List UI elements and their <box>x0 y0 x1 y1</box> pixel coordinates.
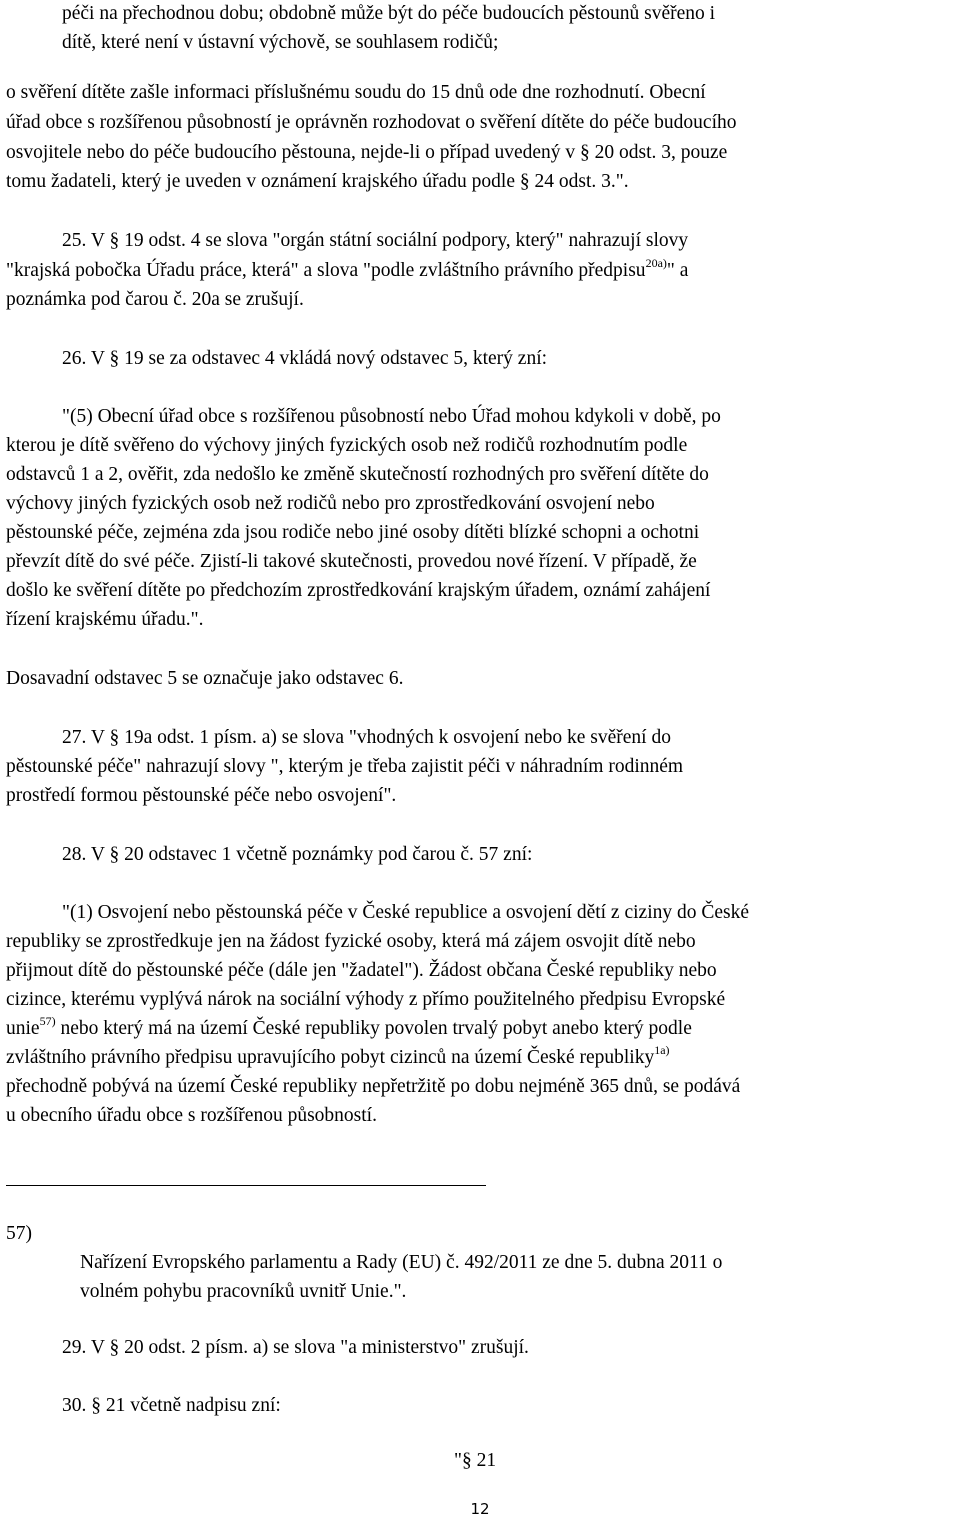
text-line: Dosavadní odstavec 5 se označuje jako odstavec 6. <box>6 668 404 689</box>
page-number: 12 <box>470 1500 490 1518</box>
text-segment: nebo který má na území České republiky povolen trvalý pobyt anebo který podle <box>55 1018 692 1039</box>
text-line: republiky se zprostředkuje jen na žádost fyzické osoby, která má zájem osvojit dítě nebo <box>6 931 696 952</box>
text-line: řízení krajskému úřadu.". <box>6 609 204 630</box>
text-segment: "krajská pobočka Úřadu práce, která" a slova "podle zvláštního právního předpisu <box>6 260 646 281</box>
text-line: přijmout dítě do pěstounské péče (dále jen "žadatel"). Žádost občana České republiky nebo <box>6 960 717 981</box>
text-line: tomu žadateli, který je uveden v oznámení krajského úřadu podle § 24 odst. 3.". <box>6 171 629 192</box>
text-line: péči na přechodnou dobu; obdobně může být do péče budoucích pěstounů svěřeno i <box>62 3 716 24</box>
text-segment: " a <box>666 260 689 281</box>
text-line: osvojitele nebo do péče budoucího pěstouna, nejde-li o případ uvedený v § 20 odst. 3, pouze <box>6 142 728 163</box>
text-line: 27. V § 19a odst. 1 písm. a) se slova "vhodných k osvojení nebo ke svěření do <box>62 727 671 748</box>
footnote-ref: 20a) <box>645 256 667 270</box>
text-line: výchovy jiných fyzických osob než rodičů nebo pro zprostředkování osvojení nebo <box>6 493 655 514</box>
footnote-separator <box>6 1185 486 1186</box>
text-line <box>6 1043 670 1070</box>
text-segment: unie <box>6 1018 40 1039</box>
text-line: úřad obce s rozšířenou působností je oprávněn rozhodovat o svěření dítěte do péče budoucího <box>6 112 737 133</box>
text-line: "(1) Osvojení nebo pěstounská péče v České republice a osvojení dětí z ciziny do České <box>62 902 750 923</box>
text-line: pěstounské péče" nahrazují slovy ", kterým je třeba zajistit péči v náhradním rodinném <box>6 756 684 777</box>
text-line: u obecního úřadu obce s rozšířenou působností. <box>6 1105 377 1126</box>
text-line <box>6 1014 692 1041</box>
text-segment: zvláštního právního předpisu upravujícího pobyt cizinců na území České republiky <box>6 1047 655 1068</box>
text-line: "(5) Obecní úřad obce s rozšířenou působností nebo Úřad mohou kdykoli v době, po <box>62 406 721 427</box>
text-line: odstavců 1 a 2, ověřit, zda nedošlo ke změně skutečností rozhodných pro svěření dítěte do <box>6 464 709 485</box>
text-line: prostředí formou pěstounské péče nebo osvojení". <box>6 785 397 806</box>
text-line: 29. V § 20 odst. 2 písm. a) se slova "a ministerstvo" zrušují. <box>62 1337 529 1358</box>
text-line: kterou je dítě svěřeno do výchovy jiných fyzických osob než rodičů rozhodnutím podle <box>6 435 688 456</box>
text-line: poznámka pod čarou č. 20a se zrušují. <box>6 289 304 310</box>
text-line: 30. § 21 včetně nadpisu zní: <box>62 1395 281 1416</box>
text-line: 28. V § 20 odstavec 1 včetně poznámky pod čarou č. 57 zní: <box>62 844 533 865</box>
footnote-text: Nařízení Evropského parlamentu a Rady (EU) č. 492/2011 ze dne 5. dubna 2011 o <box>80 1252 723 1273</box>
text-line: 26. V § 19 se za odstavec 4 vkládá nový odstavec 5, který zní: <box>62 348 548 369</box>
footnote-mark: 57) <box>6 1223 32 1244</box>
text-line: pěstounské péče, zejména zda jsou rodiče nebo jiné osoby dítěti blízké schopni a ochotni <box>6 522 700 543</box>
footnote-ref: 57) <box>39 1014 56 1028</box>
text-line: cizince, kterému vyplývá nárok na sociální výhody z přímo použitelného předpisu Evropské <box>6 989 726 1010</box>
text-line: převzít dítě do své péče. Zjistí-li takové skutečnosti, provedou nové řízení. V případě, že <box>6 551 697 572</box>
text-line: 25. V § 19 odst. 4 se slova "orgán státní sociální podpory, který" nahrazují slovy <box>62 230 689 251</box>
footnote-text: volném pohybu pracovníků uvnitř Unie.". <box>80 1281 407 1302</box>
text-line: dítě, které není v ústavní výchově, se souhlasem rodičů; <box>62 32 499 53</box>
text-line <box>6 256 689 283</box>
footnote-ref: 1a) <box>654 1043 670 1057</box>
section-heading: "§ 21 <box>454 1450 497 1471</box>
text-line: přechodně pobývá na území České republiky nepřetržitě po dobu nejméně 365 dnů, se podává <box>6 1076 741 1097</box>
text-line: došlo ke svěření dítěte po předchozím zprostředkování krajským úřadem, oznámí zahájení <box>6 580 711 601</box>
text-line: o svěření dítěte zašle informaci příslušnému soudu do 15 dnů ode dne rozhodnutí. Obecní <box>6 82 706 103</box>
